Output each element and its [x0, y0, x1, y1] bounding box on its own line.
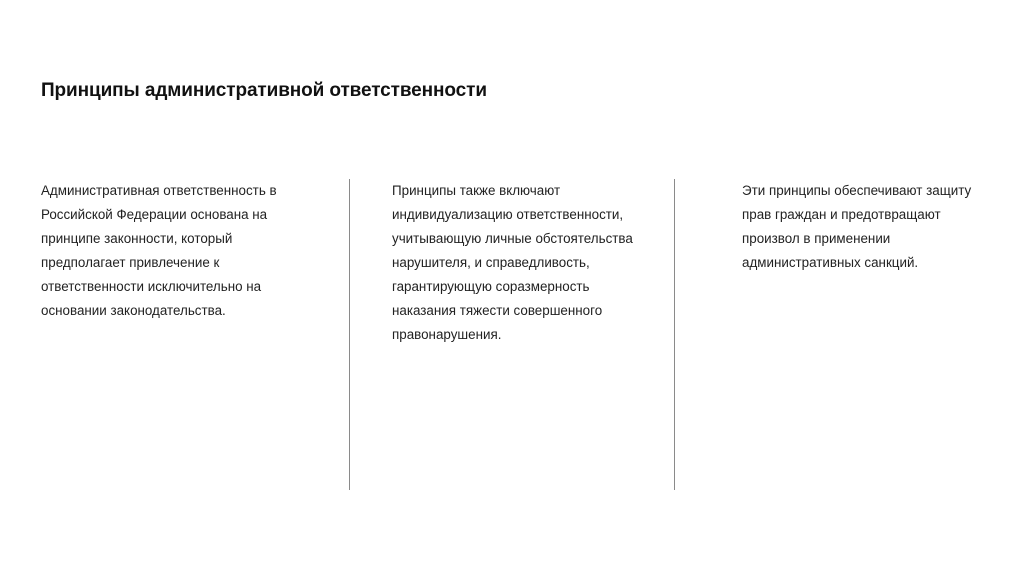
column-divider-2	[674, 179, 675, 490]
column-divider-1	[349, 179, 350, 490]
column-2-line: гарантирующую соразмерность	[392, 279, 590, 294]
column-3-line: Эти принципы обеспечивают защиту	[742, 183, 972, 198]
column-3-line: административных санкций.	[742, 255, 919, 270]
column-2-line: правонарушения.	[392, 327, 502, 342]
column-1-line: принципе законности, который	[41, 231, 233, 246]
column-1-line: Российской Федерации основана на	[41, 207, 268, 222]
column-3-line: прав граждан и предотвращают	[742, 207, 941, 222]
column-1-line: ответственности исключительно на	[41, 279, 262, 294]
column-2-line: Принципы также включают	[392, 183, 561, 198]
slide-title: Принципы административной ответственности	[41, 80, 487, 101]
column-3-text	[742, 179, 990, 275]
column-1-text	[41, 179, 311, 323]
column-2-text	[392, 179, 654, 347]
column-2-line: наказания тяжести совершенного	[392, 303, 603, 318]
column-2-line: индивидуализацию ответственности,	[392, 207, 624, 222]
column-2-line: нарушителя, и справедливость,	[392, 255, 590, 270]
column-3-line: произвол в применении	[742, 231, 891, 246]
column-1-line: Административная ответственность в	[41, 183, 277, 198]
column-1-line: предполагает привлечение к	[41, 255, 220, 270]
column-1-line: основании законодательства.	[41, 303, 226, 318]
column-2-line: учитывающую личные обстоятельства	[392, 231, 633, 246]
